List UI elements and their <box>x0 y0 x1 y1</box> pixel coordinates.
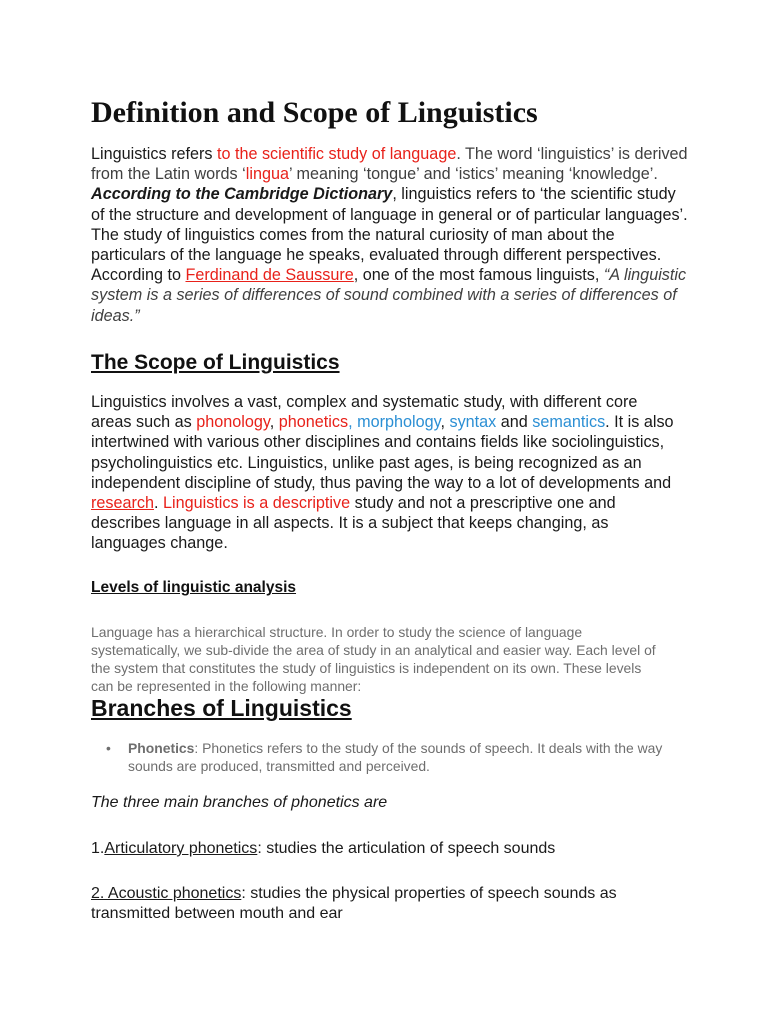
scope-heading: The Scope of Linguistics <box>91 351 340 374</box>
page-title: Definition and Scope of Linguistics <box>91 96 538 129</box>
morphology-term: morphology <box>357 413 441 432</box>
levels-paragraph: Language has a hierarchical structure. In order to study the science of language systematically, we sub-divide the area of study in an analytical and easier way. Each level of the system that constitutes the study of linguistics is independent on its own. These levels can be represented in the following manner: <box>91 624 656 694</box>
levels-heading: Levels of linguistic analysis <box>91 579 297 596</box>
scope-text: . It is also intertwined with various other disciplines and contains fields like sociolinguistics, psycholinguistics etc. Linguistics, unlike past ages, is being recognized as an independent discipline of study, thus paving the way to a lot of developments and <box>91 413 674 492</box>
phonetics-term: phonetics <box>278 413 349 432</box>
articulatory-term: Articulatory phonetics <box>104 840 258 857</box>
intro-text: , linguistics refers to ‘the scientific study of the structure and development of language in general or of particular languages’. The study of linguistics comes from the natural curiosity of man about the particulars of the language he speaks, evaluated through different perspectives. According to <box>91 185 688 285</box>
intro-paragraph <box>91 144 691 326</box>
branches-list <box>106 739 688 775</box>
cambridge-reference: According to the Cambridge Dictionary <box>91 185 393 204</box>
research-link[interactable]: research <box>91 494 154 513</box>
acoustic-term: 2. Acoustic phonetics <box>91 885 242 902</box>
acoustic-item <box>91 884 671 924</box>
phonology-term: phonology <box>196 413 270 432</box>
articulatory-item: 1.Articulatory phonetics: studies the articulation of speech sounds <box>91 840 556 857</box>
intro-text: . The word ‘linguistics’ is derived from the Latin words ‘ <box>91 145 688 184</box>
intro-text: ’ meaning ‘tongue’ and ‘istics’ meaning ‘knowledge’. <box>288 165 658 184</box>
articulatory-definition: : studies the articulation of speech sounds <box>257 840 556 857</box>
intro-definition-highlight: to the scientific study of language <box>216 145 457 163</box>
semantics-term: semantics <box>532 413 606 432</box>
saussure-quote: “A linguistic system is a series of differences of sound combined with a series of differences of ideas.” <box>91 266 687 325</box>
scope-text: Linguistics involves a vast, complex and systematic study, with different core areas such as <box>91 393 638 432</box>
lingua-highlight: lingua <box>245 165 289 184</box>
syntax-term: syntax <box>449 413 497 432</box>
descriptive-highlight: Linguistics is a descriptive <box>162 494 351 513</box>
list-item <box>106 739 688 775</box>
acoustic-definition: : studies the physical properties of speech sounds as transmitted between mouth and ear <box>91 885 617 922</box>
branches-heading: Branches of Linguistics <box>91 695 352 721</box>
intro-text: Linguistics refers <box>91 145 217 163</box>
scope-text: study and not a prescriptive one and describes language in all aspects. It is a subject that keeps changing, as languages change. <box>91 494 616 553</box>
phonetics-branches-intro: The three main branches of phonetics are <box>91 794 388 811</box>
scope-paragraph: Linguistics involves a vast, complex and systematic study, with different core areas such as phonology, phonetics, morphology, syntax and semantics. It is also intertwined with various other disciplines and contains fields like sociolinguistics, psycholinguistics etc. Linguistics, unlike past ages, is being recognized as an independent discipline of study, thus paving the way to a lot of developments and research. Linguistics is a descriptive study and not a prescriptive one and describes language in all aspects. It is a subject that keeps changing, as languages change. <box>91 393 674 553</box>
intro-text: , one of the most famous linguists, <box>353 266 604 285</box>
phonetics-term: Phonetics <box>128 740 195 756</box>
saussure-link[interactable]: Ferdinand de Saussure <box>185 266 354 285</box>
bullet-icon: • <box>106 740 111 756</box>
phonetics-definition: : Phonetics refers to the study of the sounds of speech. It deals with the way sounds are produced, transmitted and perceived. <box>128 740 663 774</box>
